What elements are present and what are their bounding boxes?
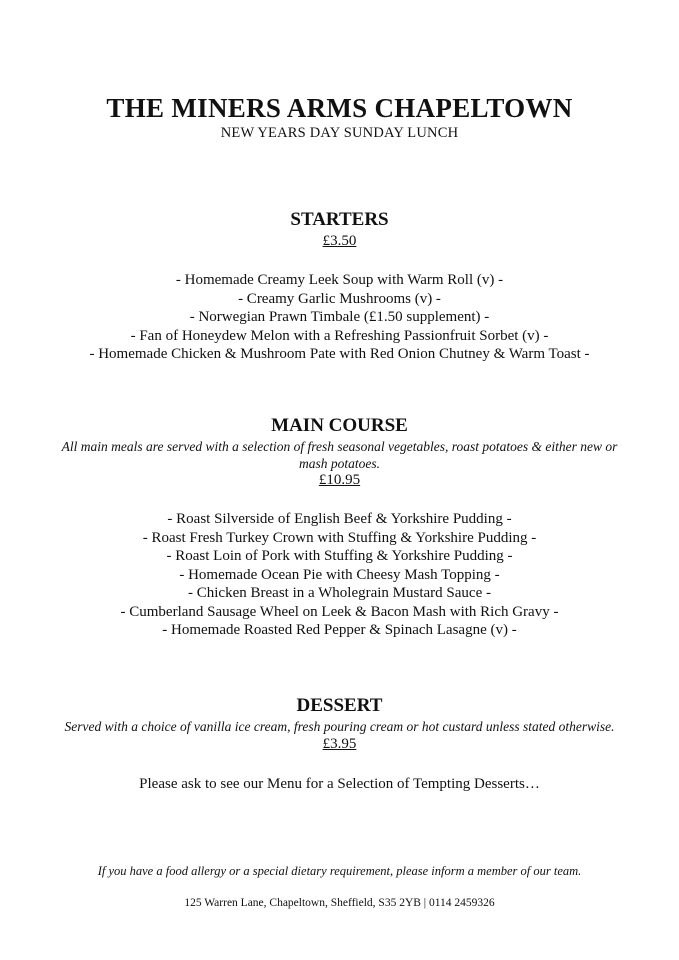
starter-item: - Fan of Honeydew Melon with a Refreshing Passionfruit Sorbet (v) - [130,327,549,344]
dessert-text: Please ask to see our Menu for a Selection of Tempting Desserts… [139,776,540,792]
main-item: - Chicken Breast in a Wholegrain Mustard Sauce - [188,585,491,601]
main-item: - Cumberland Sausage Wheel on Leek & Bacon Mash with Rich Gravy - [120,603,559,620]
starters-price: £3.50 [322,233,357,249]
main-item: - Roast Fresh Turkey Crown with Stuffing & Yorkshire Pudding - [142,529,537,546]
dessert-heading: DESSERT [296,695,383,716]
address-line: 125 Warren Lane, Chapeltown, Sheffield, S35 2YB | 0114 2459326 [184,897,495,909]
main-item: - Roast Loin of Pork with Stuffing & Yorkshire Pudding - [166,548,513,564]
starter-item: - Norwegian Prawn Timbale (£1.50 supplement) - [189,309,490,325]
menu-subtitle: NEW YEARS DAY SUNDAY LUNCH [220,125,459,141]
starter-item: - Homemade Chicken & Mushroom Pate with Red Onion Chutney & Warm Toast - [89,346,590,362]
main-course-list [0,510,679,640]
dessert-note: Served with a choice of vanilla ice cream, fresh pouring cream or hot custard unless stated otherwise. [64,719,615,734]
starters-list [0,271,679,364]
allergy-notice: If you have a food allergy or a special dietary requirement, please inform a member of our team. [97,864,582,878]
main-course-price: £10.95 [318,472,361,488]
starter-item: - Homemade Creamy Leek Soup with Warm Roll (v) - [175,272,504,288]
starters-heading: STARTERS [290,209,389,230]
main-course-heading: MAIN COURSE [271,415,408,436]
main-item: - Homemade Roasted Red Pepper & Spinach Lasagne (v) - [162,622,517,638]
starter-item: - Creamy Garlic Mushrooms (v) - [238,290,441,307]
dessert-price: £3.95 [322,736,357,752]
main-item: - Homemade Ocean Pie with Cheesy Mash Topping - [179,566,500,583]
restaurant-title: THE MINERS ARMS CHAPELTOWN [106,93,573,123]
main-course-note-line2: mash potatoes. [299,456,380,471]
main-course-note-line1: All main meals are served with a selection of fresh seasonal vegetables, roast potatoes & either new or [61,439,618,454]
main-item: - Roast Silverside of English Beef & Yorkshire Pudding - [167,511,512,527]
